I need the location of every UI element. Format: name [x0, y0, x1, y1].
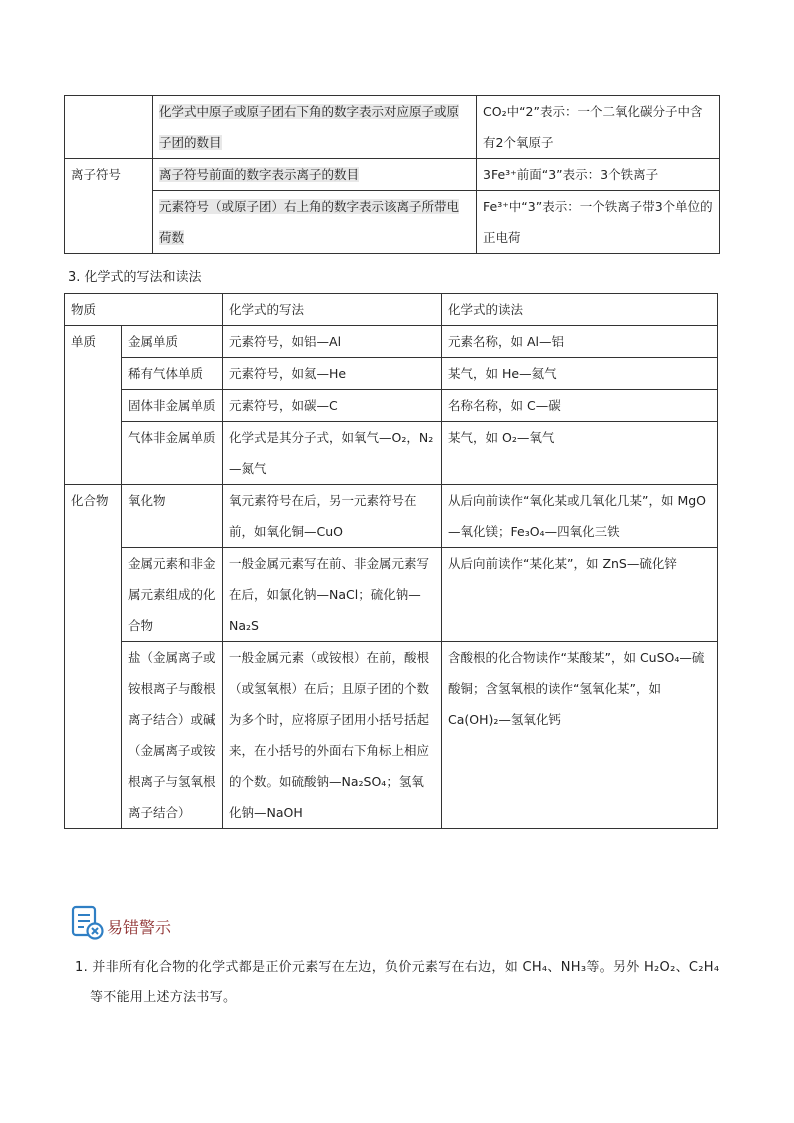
warning-item — [75, 953, 725, 1013]
table-row — [65, 191, 720, 254]
table-cell — [153, 159, 477, 191]
warning-item-line: 等不能用上述方法书写。 — [90, 990, 237, 1005]
checklist-error-icon — [71, 905, 105, 944]
write-cell: 元素符号，如氦—He — [223, 358, 442, 390]
table-row — [65, 96, 720, 159]
read-cell: 名称名称，如 C—碳 — [442, 390, 718, 422]
table-row — [65, 642, 718, 829]
table-row — [65, 485, 718, 548]
header-cell: 化学式的写法 — [223, 294, 442, 326]
type-cell: 金属单质 — [122, 326, 223, 358]
read-cell: 从后向前读作“氧化某或几氧化几某”，如 MgO—氧化镁；Fe₃O₄—四氧化三铁 — [442, 485, 718, 548]
section-title: 3. 化学式的写法和读法 — [68, 270, 202, 285]
row-label: 离子符号 — [65, 159, 153, 254]
read-cell: 从后向前读作“某化某”，如 ZnS—硫化锌 — [442, 548, 718, 642]
warning-title: 易错警示 — [107, 918, 172, 937]
read-cell: 某气，如 He—氦气 — [442, 358, 718, 390]
read-cell: 元素名称，如 Al—铝 — [442, 326, 718, 358]
symbol-meaning-table — [64, 95, 720, 254]
table-cell: 3Fe³⁺前面“3”表示：3个铁离子 — [477, 159, 720, 191]
type-cell: 氧化物 — [122, 485, 223, 548]
table-cell — [153, 191, 477, 254]
table-cell — [153, 96, 477, 159]
table-cell: Fe³⁺中“3”表示：一个铁离子带3个单位的正电荷 — [477, 191, 720, 254]
write-cell: 一般金属元素（或铵根）在前，酸根（或氢氧根）在后；且原子团的个数为多个时，应将原子团用小括号括起来，在小括号的外面右下角标上相应的个数。如硫酸钠—Na₂SO₄；氢氧化钠—NaOH — [223, 642, 442, 829]
write-cell: 元素符号，如碳—C — [223, 390, 442, 422]
type-cell: 固体非金属单质 — [122, 390, 223, 422]
highlighted-text: 离子符号前面的数字表示离子的数目 — [159, 167, 360, 182]
formula-writing-table — [64, 293, 718, 829]
type-cell: 稀有气体单质 — [122, 358, 223, 390]
table-header-row — [65, 294, 718, 326]
highlighted-text: 元素符号（或原子团）右上角的数字表示该离子所带电荷数 — [159, 199, 460, 245]
table-cell: CO₂中“2”表示：一个二氧化碳分子中含有2个氧原子 — [477, 96, 720, 159]
write-cell: 一般金属元素写在前、非金属元素写在后，如氯化钠—NaCl；硫化钠—Na₂S — [223, 548, 442, 642]
write-cell: 氧元素符号在后，另一元素符号在前，如氧化铜—CuO — [223, 485, 442, 548]
table-row — [65, 326, 718, 358]
table-row — [65, 390, 718, 422]
header-cell: 物质 — [65, 294, 223, 326]
type-cell: 气体非金属单质 — [122, 422, 223, 485]
type-cell: 盐（金属离子或铵根离子与酸根离子结合）或碱（金属离子或铵根离子与氢氧根离子结合） — [122, 642, 223, 829]
table-cell — [65, 96, 153, 159]
highlighted-text: 化学式中原子或原子团右下角的数字表示对应原子或原子团的数目 — [159, 104, 460, 150]
table-row — [65, 548, 718, 642]
read-cell: 含酸根的化合物读作“某酸某”，如 CuSO₄—硫酸铜；含氢氧根的读作“氢氧化某”，如 Ca(OH)₂—氢氧化钙 — [442, 642, 718, 829]
group-label: 化合物 — [65, 485, 122, 829]
table-row — [65, 358, 718, 390]
table-row — [65, 159, 720, 191]
write-cell: 元素符号，如铝—Al — [223, 326, 442, 358]
type-cell: 金属元素和非金属元素组成的化合物 — [122, 548, 223, 642]
read-cell: 某气，如 O₂—氧气 — [442, 422, 718, 485]
warning-item-line: 1. 并非所有化合物的化学式都是正价元素写在左边，负价元素写在右边，如 CH₄、NH₃等。另外 H₂O₂、C₂H₄ — [75, 960, 720, 975]
group-label: 单质 — [65, 326, 122, 485]
write-cell: 化学式是其分子式，如氧气—O₂，N₂—氮气 — [223, 422, 442, 485]
header-cell: 化学式的读法 — [442, 294, 718, 326]
table-row — [65, 422, 718, 485]
